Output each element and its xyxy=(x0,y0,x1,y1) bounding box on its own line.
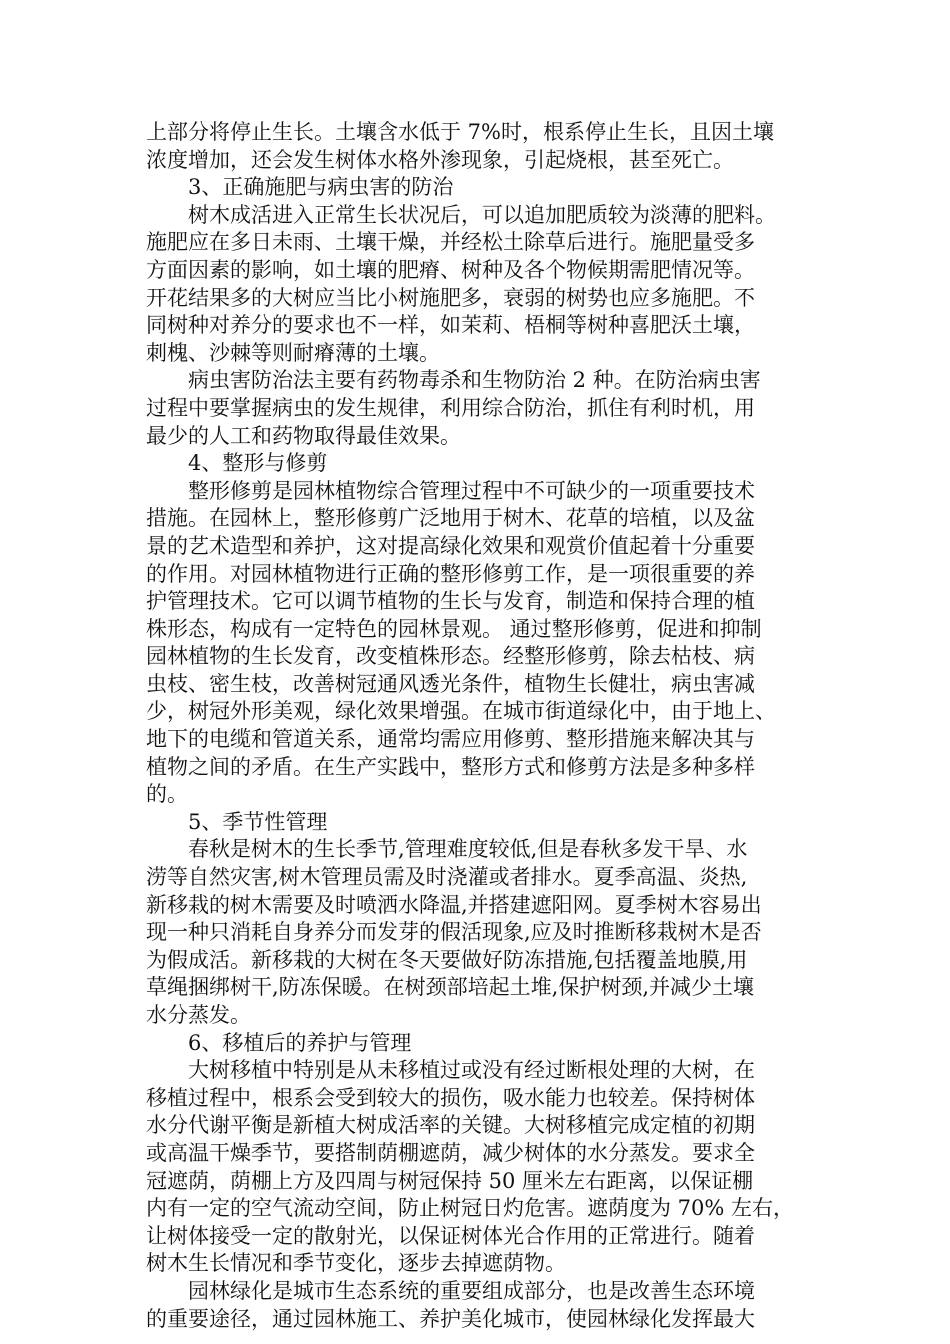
text-line: 病虫害防治法主要有药物毒杀和生物防治 2 种。在防治病虫害 xyxy=(188,368,761,393)
text-line: 上部分将停止生长。土壤含水低于 7%时，根系停止生长，且因土壤 xyxy=(146,120,774,144)
text-line: 涝等自然灾害,树木管理员需及时浇灌或者排水。夏季高温、炎热, xyxy=(146,865,748,890)
text-line: 开花结果多的大树应当比小树施肥多，衰弱的树势也应多施肥。不 xyxy=(146,285,755,310)
text-line: 最少的人工和药物取得最佳效果。 xyxy=(146,423,461,448)
text-line: 树木生长情况和季节变化，逐步去掉遮荫物。 xyxy=(146,1251,566,1276)
text-line: 6、移植后的养护与管理 xyxy=(188,1030,412,1055)
text-line: 或高温干燥季节，要搭制荫棚遮荫，减少树体的水分蒸发。要求全 xyxy=(146,1140,755,1165)
text-line: 树木成活进入正常生长状况后，可以追加肥质较为淡薄的肥料。 xyxy=(188,202,776,227)
document-body xyxy=(146,119,806,1333)
text-line: 虫枝、密生枝，改善树冠通风透光条件，植物生长健壮，病虫害减 xyxy=(146,671,755,696)
text-line: 护管理技术。它可以调节植物的生长与发育，制造和保持合理的植 xyxy=(146,589,755,614)
text-line: 5、季节性管理 xyxy=(188,809,328,834)
text-line: 过程中要掌握病虫的发生规律，利用综合防治，抓住有利时机，用 xyxy=(146,395,755,420)
text-line: 园林绿化是城市生态系统的重要组成部分，也是改善生态环境 xyxy=(188,1278,755,1303)
text-line: 水分代谢平衡是新植大树成活率的关键。大树移植完成定植的初期 xyxy=(146,1113,755,1138)
text-line: 措施。在园林上，整形修剪广泛地用于树木、花草的培植，以及盆 xyxy=(146,506,755,531)
text-line: 草绳捆绑树干,防冻保暖。在树颈部培起土堆,保护树颈,并减少土壤 xyxy=(146,975,755,1000)
text-line: 移植过程中，根系会受到较大的损伤，吸水能力也较差。保持树体 xyxy=(146,1085,755,1110)
text-line: 水分蒸发。 xyxy=(146,1003,251,1027)
text-line: 内有一定的空气流动空间，防止树冠日灼危害。遮荫度为 70% 左右， xyxy=(146,1196,795,1221)
text-line: 刺槐、沙棘等则耐瘠薄的土壤。 xyxy=(146,340,440,365)
text-line: 浓度增加，还会发生树体水格外渗现象，引起烧根，甚至死亡。 xyxy=(146,147,734,172)
text-line: 新移栽的树木需要及时喷洒水降温,并搭建遮阳网。夏季树木容易出 xyxy=(146,892,762,917)
text-line: 同树种对养分的要求也不一样，如茉莉、梧桐等树种喜肥沃土壤， xyxy=(146,313,755,338)
text-line: 3、正确施肥与病虫害的防治 xyxy=(188,175,454,200)
text-line: 4、整形与修剪 xyxy=(188,451,328,476)
text-line: 方面因素的影响，如土壤的肥瘠、树种及各个物候期需肥情况等。 xyxy=(146,257,755,282)
text-line: 施肥应在多日未雨、土壤干燥，并经松土除草后进行。施肥量受多 xyxy=(146,230,755,255)
text-line: 景的艺术造型和养护，这对提高绿化效果和观赏价值起着十分重要 xyxy=(146,533,755,558)
text-line: 现一种只消耗自身养分而发芽的假活现象,应及时推断移栽树木是否 xyxy=(146,920,762,945)
text-line: 的作用。对园林植物进行正确的整形修剪工作，是一项很重要的养 xyxy=(146,561,755,586)
text-line: 让树体接受一定的散射光，以保证树体光合作用的正常进行。随着 xyxy=(146,1223,755,1248)
text-line: 园林植物的生长发育，改变植株形态。经整形修剪，除去枯枝、病 xyxy=(146,644,755,669)
text-line: 整形修剪是园林植物综合管理过程中不可缺少的一项重要技术 xyxy=(188,478,755,503)
text-line: 株形态，构成有一定特色的园林景观。 通过整形修剪，促进和抑制 xyxy=(146,616,762,641)
text-line: 地下的电缆和管道关系，通常均需应用修剪、整形措施来解决其与 xyxy=(146,727,755,752)
text-line: 冠遮荫，荫棚上方及四周与树冠保持 50 厘米左右距离，以保证棚 xyxy=(146,1168,754,1193)
text-line: 为假成活。新移栽的大树在冬天要做好防冻措施,包括覆盖地膜,用 xyxy=(146,947,748,972)
text-line: 的重要途径，通过园林施工、养护美化城市，使园林绿化发挥最大 xyxy=(146,1306,755,1331)
text-line: 植物之间的矛盾。在生产实践中，整形方式和修剪方法是多种多样 xyxy=(146,754,755,779)
text-line: 春秋是树木的生长季节,管理难度较低,但是春秋多发干旱、水 xyxy=(188,837,748,862)
text-line: 大树移植中特别是从未移植过或没有经过断根处理的大树，在 xyxy=(188,1058,755,1083)
text-line: 少，树冠外形美观，绿化效果增强。在城市街道绿化中，由于地上、 xyxy=(146,699,776,724)
text-line: 的。 xyxy=(146,782,188,807)
